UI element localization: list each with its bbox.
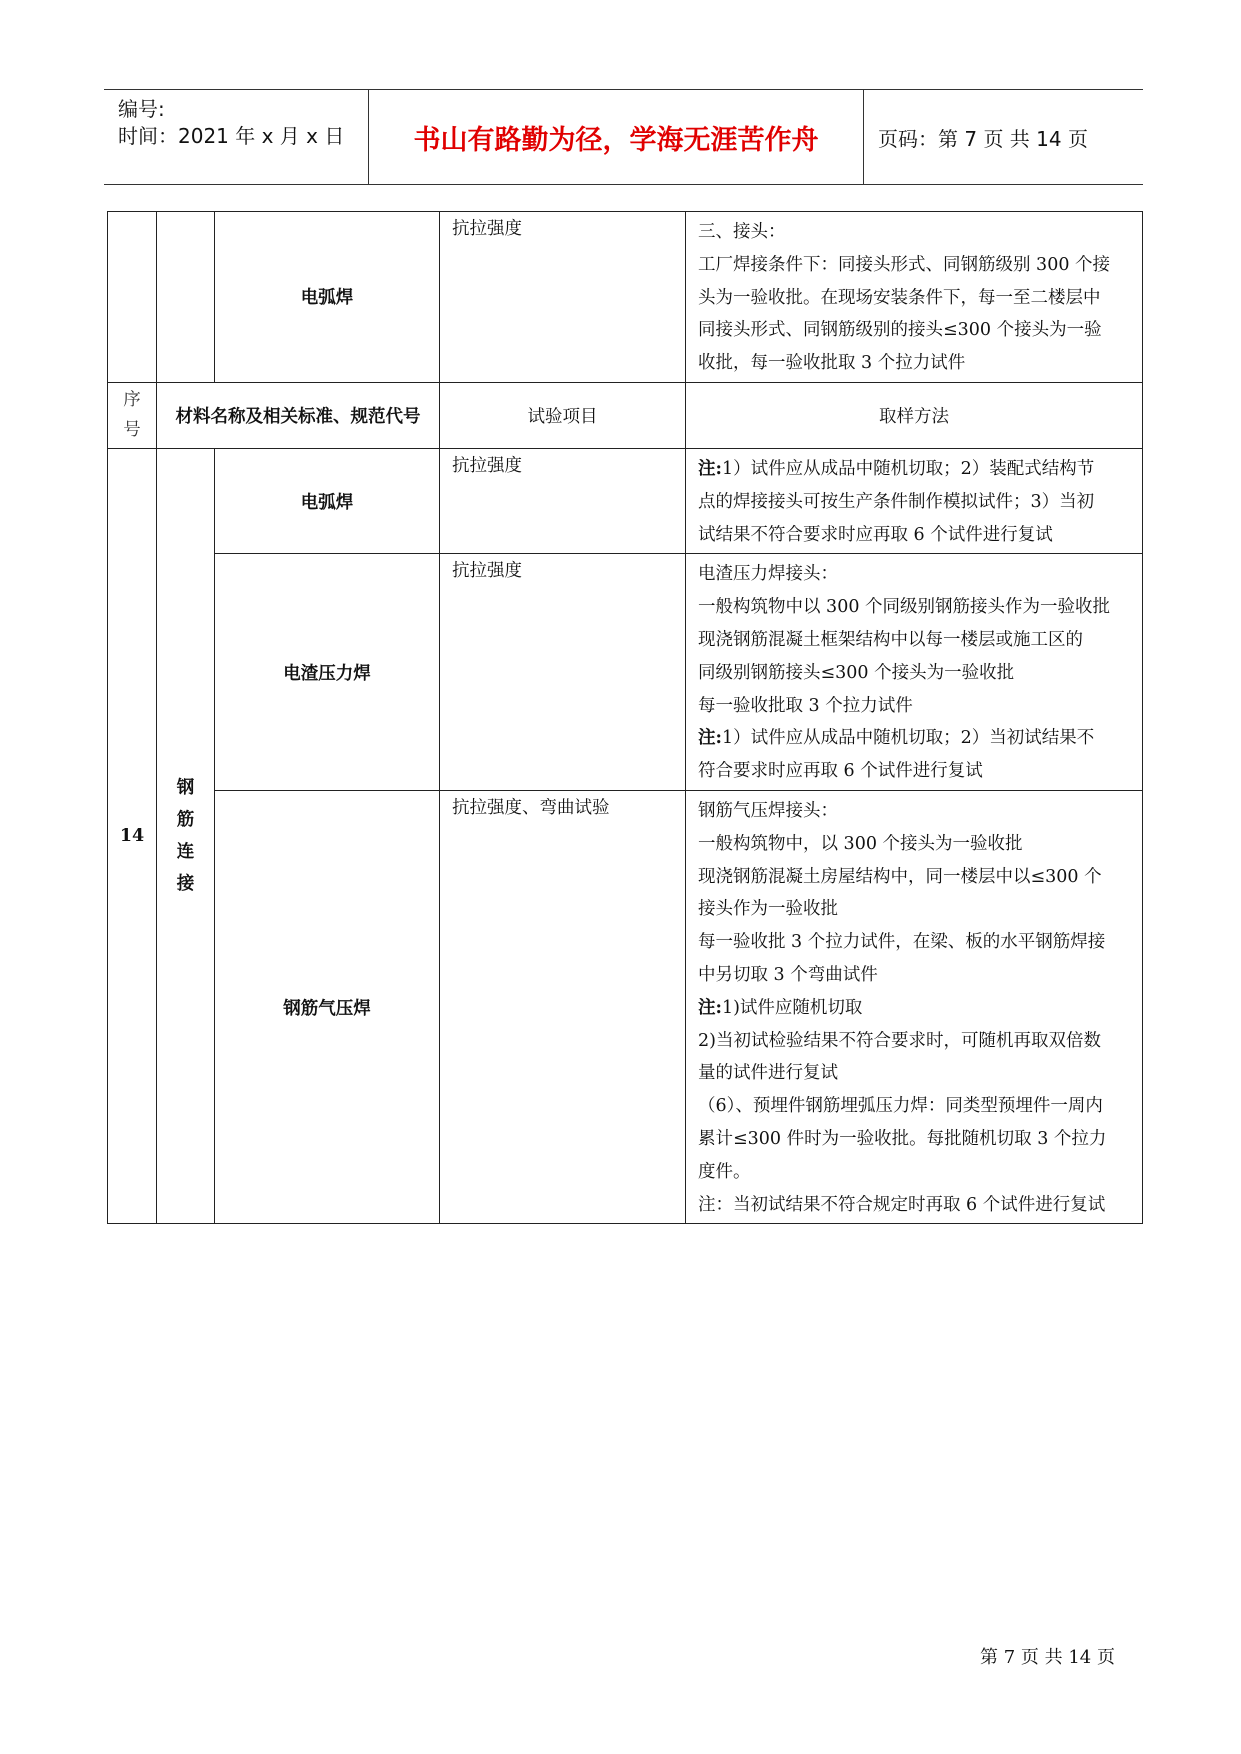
material-name: 电弧焊 [215, 448, 440, 553]
table-row [108, 790, 1143, 1223]
page-code: 页码：第 7 页 共 14 页 [878, 126, 1088, 151]
motto: 书山有路勤为径，学海无涯苦作舟 [413, 124, 819, 156]
material-name: 钢筋气压焊 [215, 790, 440, 1223]
header-test: 试验项目 [440, 382, 686, 448]
note-label: 注: [698, 458, 722, 479]
table-row [108, 212, 1143, 383]
header-method: 取样方法 [686, 382, 1143, 448]
sampling-table [107, 211, 1143, 1224]
material-name: 电渣压力焊 [215, 554, 440, 791]
header-motto-cell [369, 90, 864, 184]
table-row [108, 448, 1143, 553]
sampling-method: 电渣压力焊接头： 一般构筑物中以 300 个同级别钢筋接头作为一验收批 现浇钢筋混凝土框架结构中以每一楼层或施工区的 同级别钢筋接头≤300 个接头为一验收批 每一验收批取 3 个拉力试件 注:1）试件应从成品中随机切取；2）当初试结果不 符合要求时应再取 6 个试件进行复试 [686, 554, 1143, 791]
note-label: 注: [698, 728, 722, 749]
page-footer: 第 7 页 共 14 页 [980, 1647, 1115, 1668]
number-label: 编号: [118, 97, 165, 121]
test-item: 抗拉强度 [440, 212, 686, 383]
row-index: 14 [108, 448, 157, 1223]
sampling-method: 钢筋气压焊接头： 一般构筑物中，以 300 个接头为一验收批 现浇钢筋混凝土房屋结构中，同一楼层中以≤300 个 接头作为一验收批 每一验收批 3 个拉力试件，在梁、板的水平钢筋焊接 中另切取 3 个弯曲试件 注:1)试件应随机切取 2)当初试检验结果不符合要求时，可随机再取双倍数 量的试件进行复试 （6）、预埋件钢筋埋弧压力焊：同类型预埋件一周内 累计≤300 件时为一验收批。每批随机切取 3 个拉力 度件。 注：当初试结果不符合规定时再取 6 个试件进行复试 [686, 790, 1143, 1223]
material-name: 电弧焊 [215, 212, 440, 383]
table-row [108, 554, 1143, 791]
header-material: 材料名称及相关标准、规范代号 [157, 382, 440, 448]
seq-cell-empty [108, 212, 157, 383]
test-item: 抗拉强度 [440, 554, 686, 791]
sampling-method: 注:1）试件应从成品中随机切取；2）装配式结构节 点的焊接接头可按生产条件制作模拟试件；3）当初 试结果不符合要求时应再取 6 个试件进行复试 [686, 448, 1143, 553]
header-page-cell [864, 90, 1143, 184]
time-label: 时间：2021 年 x 月 x 日 [118, 124, 345, 148]
page-header [104, 89, 1143, 185]
test-item: 抗拉强度 [440, 448, 686, 553]
note-label: 注: [698, 997, 722, 1018]
header-meta [104, 90, 369, 184]
sampling-method: 三、接头： 工厂焊接条件下：同接头形式、同钢筋级别 300 个接 头为一验收批。在现场安装条件下，每一至二楼层中 同接头形式、同钢筋级别的接头≤300 个接头为一验 收批，每一验收批取 3 个拉力试件 [686, 212, 1143, 383]
category-cell-empty [157, 212, 215, 383]
category-name: 钢 筋 连 接 [157, 448, 215, 1223]
table-header-row [108, 382, 1143, 448]
test-item: 抗拉强度、弯曲试验 [440, 790, 686, 1223]
header-seq: 序 号 [108, 382, 157, 448]
